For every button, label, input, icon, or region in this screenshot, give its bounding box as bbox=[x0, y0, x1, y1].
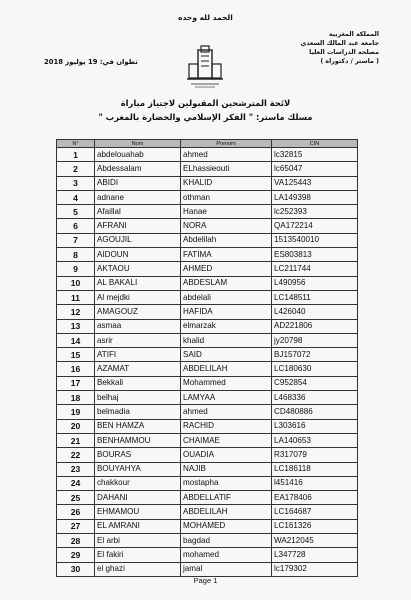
cin-cell: WA212045 bbox=[272, 534, 358, 548]
row-number: 4 bbox=[57, 190, 95, 204]
nom-cell: BOURAS bbox=[95, 448, 181, 462]
table-row bbox=[57, 519, 358, 533]
prenom-cell: OUADIA bbox=[181, 448, 272, 462]
cin-cell: CD480886 bbox=[272, 405, 358, 419]
row-number: 6 bbox=[57, 219, 95, 233]
nom-cell: chakkour bbox=[95, 476, 181, 490]
cin-cell: LC186118 bbox=[272, 462, 358, 476]
nom-cell: asmaa bbox=[95, 319, 181, 333]
table-row bbox=[57, 433, 358, 447]
table-row bbox=[57, 548, 358, 562]
nom-cell: DAHANI bbox=[95, 491, 181, 505]
prenom-cell: elmarzak bbox=[181, 319, 272, 333]
prenom-cell: khalid bbox=[181, 333, 272, 347]
prenom-cell: FATIMA bbox=[181, 248, 272, 262]
cin-cell: L490956 bbox=[272, 276, 358, 290]
cin-cell: LC148511 bbox=[272, 290, 358, 304]
cin-cell: LC180630 bbox=[272, 362, 358, 376]
row-number: 7 bbox=[57, 233, 95, 247]
prenom-cell: AHMED bbox=[181, 262, 272, 276]
table-row bbox=[57, 248, 358, 262]
nom-cell: El arbi bbox=[95, 534, 181, 548]
cin-cell: ES803813 bbox=[272, 248, 358, 262]
page-number: Page 1 bbox=[193, 576, 218, 585]
row-number: 17 bbox=[57, 376, 95, 390]
cin-cell: QA172214 bbox=[272, 219, 358, 233]
nom-cell: AGOUJIL bbox=[95, 233, 181, 247]
prenom-cell: ABDELILAH bbox=[181, 505, 272, 519]
table-row bbox=[57, 534, 358, 548]
university-seal-icon bbox=[181, 44, 229, 90]
nom-cell: BEN HAMZA bbox=[95, 419, 181, 433]
kingdom-line: المملكة المغربية bbox=[328, 31, 379, 38]
prenom-cell: ahmed bbox=[181, 405, 272, 419]
nom-cell: EHMAMOU bbox=[95, 505, 181, 519]
table-row bbox=[57, 319, 358, 333]
row-number: 20 bbox=[57, 419, 95, 433]
prenom-cell: othman bbox=[181, 190, 272, 204]
row-number: 18 bbox=[57, 391, 95, 405]
prenom-cell: MOHAMED bbox=[181, 519, 272, 533]
header-nom: Nom bbox=[95, 140, 181, 148]
row-number: 11 bbox=[57, 290, 95, 304]
table-row bbox=[57, 276, 358, 290]
nom-cell: AZAMAT bbox=[95, 362, 181, 376]
row-number: 12 bbox=[57, 305, 95, 319]
nom-cell: el ghazi bbox=[95, 562, 181, 576]
nom-cell: EL AMRANI bbox=[95, 519, 181, 533]
cin-cell: EA178406 bbox=[272, 491, 358, 505]
table-row bbox=[57, 219, 358, 233]
list-title: لائحة المترشحين المقبولين لاجتياز مباراة bbox=[120, 98, 291, 108]
cin-cell: L303616 bbox=[272, 419, 358, 433]
cin-cell: lc32815 bbox=[272, 148, 358, 162]
prenom-cell: mohamed bbox=[181, 548, 272, 562]
prenom-cell: ELhassieouti bbox=[181, 162, 272, 176]
cin-cell: l451416 bbox=[272, 476, 358, 490]
nom-cell: asrir bbox=[95, 333, 181, 347]
row-number: 27 bbox=[57, 519, 95, 533]
table-row bbox=[57, 491, 358, 505]
prenom-cell: Hanae bbox=[181, 205, 272, 219]
row-number: 16 bbox=[57, 362, 95, 376]
cin-cell: LA149398 bbox=[272, 190, 358, 204]
row-number: 22 bbox=[57, 448, 95, 462]
table-header-row bbox=[57, 140, 358, 148]
row-number: 28 bbox=[57, 534, 95, 548]
prenom-cell: HAFIDA bbox=[181, 305, 272, 319]
nom-cell: belmadia bbox=[95, 405, 181, 419]
nom-cell: Abdessalam bbox=[95, 162, 181, 176]
table-row bbox=[57, 362, 358, 376]
table-row bbox=[57, 562, 358, 576]
cin-cell: LC161326 bbox=[272, 519, 358, 533]
prenom-cell: SAID bbox=[181, 348, 272, 362]
table-row bbox=[57, 391, 358, 405]
program-line: ( ماستر / دكتوراه ) bbox=[320, 58, 379, 65]
table-row bbox=[57, 305, 358, 319]
table-row bbox=[57, 333, 358, 347]
table-body bbox=[57, 148, 358, 577]
nom-cell: ABIDI bbox=[95, 176, 181, 190]
program-title: مسلك ماستر: " الفكر الإسلامي والحضارة بالمغرب " bbox=[98, 112, 313, 122]
table-row bbox=[57, 419, 358, 433]
nom-cell: ATIFI bbox=[95, 348, 181, 362]
nom-cell: BENHAMMOU bbox=[95, 433, 181, 447]
cin-cell: L468336 bbox=[272, 391, 358, 405]
row-number: 25 bbox=[57, 491, 95, 505]
table-row bbox=[57, 348, 358, 362]
cin-cell: jy20798 bbox=[272, 333, 358, 347]
row-number: 8 bbox=[57, 248, 95, 262]
prenom-cell: CHAIMAE bbox=[181, 433, 272, 447]
prenom-cell: KHALID bbox=[181, 176, 272, 190]
prenom-cell: LAMYAA bbox=[181, 391, 272, 405]
cin-cell: L426040 bbox=[272, 305, 358, 319]
table-row bbox=[57, 262, 358, 276]
document-date: تطوان في: 19 يوليوز 2018 bbox=[44, 58, 138, 66]
table-row bbox=[57, 462, 358, 476]
table-row bbox=[57, 233, 358, 247]
prenom-cell: bagdad bbox=[181, 534, 272, 548]
row-number: 2 bbox=[57, 162, 95, 176]
bismillah-text: الحمد لله وحده bbox=[178, 13, 233, 22]
nom-cell: AL BAKALI bbox=[95, 276, 181, 290]
candidates-table bbox=[56, 139, 358, 577]
table-row bbox=[57, 376, 358, 390]
row-number: 30 bbox=[57, 562, 95, 576]
nom-cell: AIDOUN bbox=[95, 248, 181, 262]
nom-cell: AFRANI bbox=[95, 219, 181, 233]
cin-cell: LA140653 bbox=[272, 433, 358, 447]
cin-cell: lc65047 bbox=[272, 162, 358, 176]
row-number: 14 bbox=[57, 333, 95, 347]
table-row bbox=[57, 290, 358, 304]
row-number: 23 bbox=[57, 462, 95, 476]
nom-cell: AMAGOUZ bbox=[95, 305, 181, 319]
prenom-cell: ABDESLAM bbox=[181, 276, 272, 290]
header-prenom: Prenom bbox=[181, 140, 272, 148]
header-number: N° bbox=[57, 140, 95, 148]
table-row bbox=[57, 176, 358, 190]
prenom-cell: NAJIB bbox=[181, 462, 272, 476]
row-number: 29 bbox=[57, 548, 95, 562]
row-number: 9 bbox=[57, 262, 95, 276]
nom-cell: adnane bbox=[95, 190, 181, 204]
cin-cell: AD221806 bbox=[272, 319, 358, 333]
cin-cell: lc179302 bbox=[272, 562, 358, 576]
cin-cell: 1513540010 bbox=[272, 233, 358, 247]
prenom-cell: jamal bbox=[181, 562, 272, 576]
table-row bbox=[57, 476, 358, 490]
nom-cell: AKTAOU bbox=[95, 262, 181, 276]
prenom-cell: Mohammed bbox=[181, 376, 272, 390]
prenom-cell: ABDELILAH bbox=[181, 362, 272, 376]
prenom-cell: mostapha bbox=[181, 476, 272, 490]
table-row bbox=[57, 190, 358, 204]
row-number: 26 bbox=[57, 505, 95, 519]
table-row bbox=[57, 148, 358, 162]
nom-cell: El fakiri bbox=[95, 548, 181, 562]
nom-cell: abdelouahab bbox=[95, 148, 181, 162]
cin-cell: lc252393 bbox=[272, 205, 358, 219]
cin-cell: LC211744 bbox=[272, 262, 358, 276]
row-number: 5 bbox=[57, 205, 95, 219]
row-number: 3 bbox=[57, 176, 95, 190]
cin-cell: R317079 bbox=[272, 448, 358, 462]
nom-cell: Afaillal bbox=[95, 205, 181, 219]
row-number: 24 bbox=[57, 476, 95, 490]
row-number: 19 bbox=[57, 405, 95, 419]
row-number: 1 bbox=[57, 148, 95, 162]
row-number: 15 bbox=[57, 348, 95, 362]
table-row bbox=[57, 162, 358, 176]
prenom-cell: Abdelilah bbox=[181, 233, 272, 247]
cin-cell: L347728 bbox=[272, 548, 358, 562]
prenom-cell: ABDELLATIF bbox=[181, 491, 272, 505]
table-row bbox=[57, 448, 358, 462]
prenom-cell: ahmed bbox=[181, 148, 272, 162]
cin-cell: VA125443 bbox=[272, 176, 358, 190]
prenom-cell: abdelali bbox=[181, 290, 272, 304]
prenom-cell: RACHID bbox=[181, 419, 272, 433]
prenom-cell: NORA bbox=[181, 219, 272, 233]
table-row bbox=[57, 505, 358, 519]
row-number: 13 bbox=[57, 319, 95, 333]
row-number: 21 bbox=[57, 433, 95, 447]
row-number: 10 bbox=[57, 276, 95, 290]
cin-cell: LC164687 bbox=[272, 505, 358, 519]
header-cin: CIN bbox=[272, 140, 358, 148]
nom-cell: belhaj bbox=[95, 391, 181, 405]
nom-cell: Al mejdki bbox=[95, 290, 181, 304]
university-header bbox=[301, 30, 380, 66]
table-row bbox=[57, 205, 358, 219]
cin-cell: BJ157072 bbox=[272, 348, 358, 362]
department-line: مصلحة الدراسات العليا bbox=[309, 49, 379, 56]
nom-cell: Bekkali bbox=[95, 376, 181, 390]
university-line: جامعة عبد المالك السعدي bbox=[300, 40, 379, 47]
cin-cell: C952854 bbox=[272, 376, 358, 390]
nom-cell: BOUYAHYA bbox=[95, 462, 181, 476]
table-row bbox=[57, 405, 358, 419]
